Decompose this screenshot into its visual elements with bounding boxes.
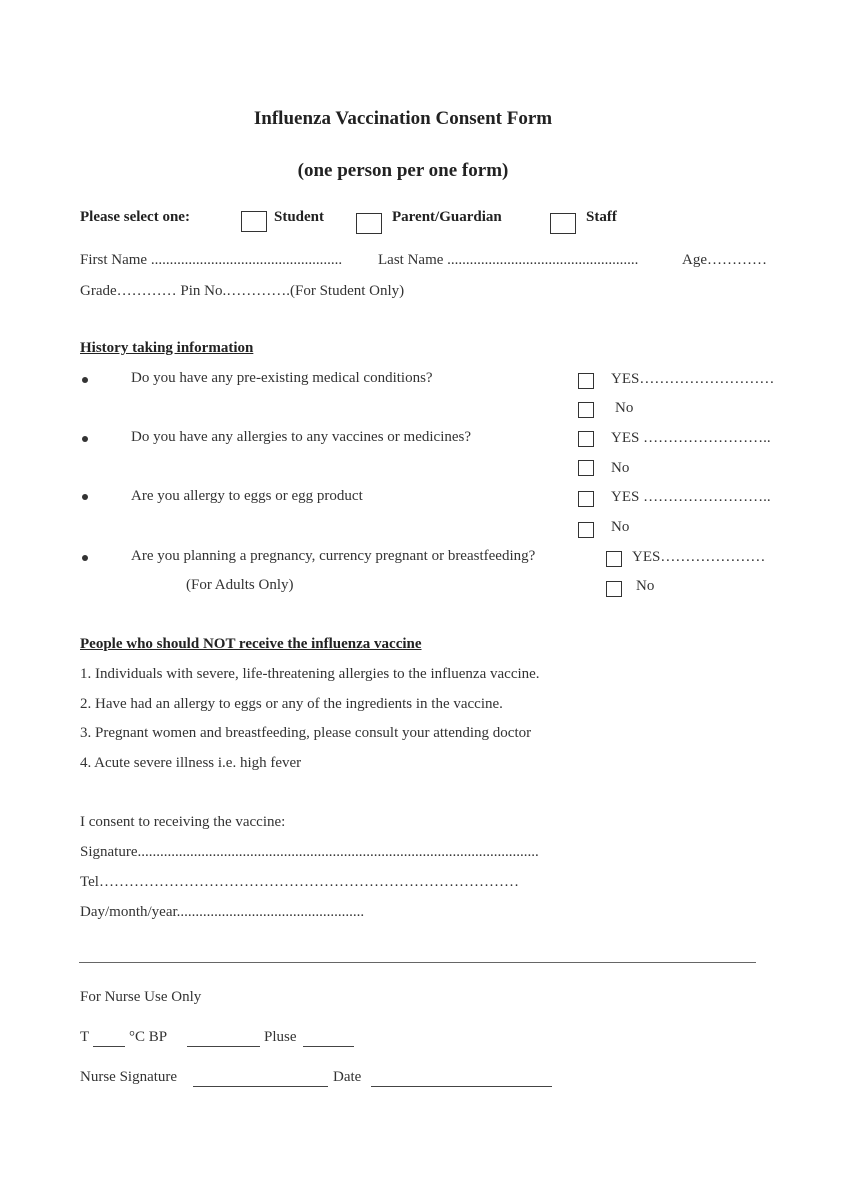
nurse-heading: For Nurse Use Only	[80, 989, 202, 1005]
question-1-no-checkbox[interactable]	[578, 402, 594, 418]
staff-checkbox[interactable]	[550, 213, 576, 234]
question-4-no-checkbox[interactable]	[606, 581, 622, 597]
pluse-input-line[interactable]	[303, 1046, 354, 1047]
pluse-label: Pluse	[264, 1029, 297, 1045]
tel-field[interactable]: Tel…………………………………………………………………………	[80, 874, 519, 890]
question-4-no-label: No	[636, 578, 655, 594]
age-field[interactable]: Age…………	[682, 252, 767, 268]
form-subtitle: (one person per one form)	[297, 160, 509, 181]
question-1-text: Do you have any pre-existing medical conditions?	[131, 370, 433, 386]
question-2-no-checkbox[interactable]	[578, 460, 594, 476]
nurse-date-line[interactable]	[371, 1086, 552, 1087]
question-4-text: Are you planning a pregnancy, currency pregnant or breastfeeding?	[131, 548, 536, 564]
question-1-yes-label: YES………………………	[611, 371, 775, 387]
question-2-text: Do you have any allergies to any vaccines or medicines?	[131, 429, 472, 445]
temperature-input-line[interactable]	[93, 1046, 125, 1047]
parent-guardian-checkbox[interactable]	[356, 213, 382, 234]
student-checkbox[interactable]	[241, 211, 267, 232]
parent-guardian-option-label: Parent/Guardian	[392, 209, 502, 225]
student-option-label: Student	[274, 209, 325, 225]
date-field[interactable]: Day/month/year..................................................	[80, 904, 365, 920]
staff-option-label: Staff	[586, 209, 617, 225]
question-4-note: (For Adults Only)	[186, 577, 294, 593]
question-2-no-label: No	[611, 460, 630, 476]
nurse-signature-label: Nurse Signature	[80, 1069, 178, 1085]
question-1-no-label: No	[615, 400, 634, 416]
consent-statement: I consent to receiving the vaccine:	[80, 814, 286, 830]
nurse-date-label: Date	[333, 1069, 362, 1085]
signature-field[interactable]: Signature...........................................................................................................	[80, 844, 539, 860]
grade-pin-field[interactable]: Grade………… Pin No.………….(For Student Only)	[80, 283, 405, 299]
not-receive-item-1: 1. Individuals with severe, life-threatening allergies to the influenza vaccine.	[80, 666, 540, 682]
not-receive-item-2: 2. Have had an allergy to eggs or any of the ingredients in the vaccine.	[80, 696, 503, 712]
section-divider	[79, 962, 756, 963]
question-2-yes-checkbox[interactable]	[578, 431, 594, 447]
history-heading: History taking information	[80, 340, 254, 356]
question-2-yes-label: YES ……………………..	[611, 430, 771, 446]
not-receive-item-3: 3. Pregnant women and breastfeeding, please consult your attending doctor	[80, 725, 532, 741]
question-3-yes-checkbox[interactable]	[578, 491, 594, 507]
select-label: Please select one:	[80, 209, 190, 225]
question-3-no-label: No	[611, 519, 630, 535]
question-4-yes-label: YES…………………	[632, 549, 766, 565]
celsius-bp-label: °C BP	[129, 1029, 168, 1045]
not-receive-item-4: 4. Acute severe illness i.e. high fever	[80, 755, 302, 771]
temperature-label: T	[80, 1029, 90, 1045]
bullet	[82, 377, 88, 383]
question-3-text: Are you allergy to eggs or egg product	[131, 488, 363, 504]
bullet	[82, 436, 88, 442]
question-1-yes-checkbox[interactable]	[578, 373, 594, 389]
form-title: Influenza Vaccination Consent Form	[253, 108, 553, 129]
question-3-yes-label: YES ……………………..	[611, 489, 771, 505]
bullet	[82, 494, 88, 500]
first-name-field[interactable]: First Name ...................................................	[80, 252, 343, 268]
last-name-field[interactable]: Last Name ...................................................	[378, 252, 639, 268]
bp-input-line[interactable]	[187, 1046, 260, 1047]
question-3-no-checkbox[interactable]	[578, 522, 594, 538]
not-receive-heading: People who should NOT receive the influenza vaccine	[80, 636, 422, 652]
question-4-yes-checkbox[interactable]	[606, 551, 622, 567]
nurse-signature-line[interactable]	[193, 1086, 328, 1087]
bullet	[82, 555, 88, 561]
